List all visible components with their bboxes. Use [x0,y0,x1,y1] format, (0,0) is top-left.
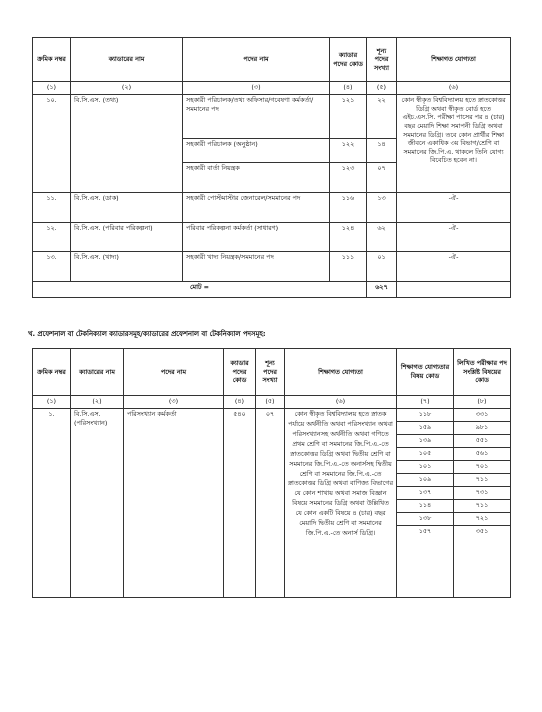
code-cell: ১২২ [330,139,367,163]
subject-code-cell: ১১৪ [397,500,454,513]
post-cell: সহকারী পরিচালক (অনুষ্ঠান) [183,139,330,163]
cadre-cell: বি.সি.এস. (খাদ্য) [71,252,183,282]
header-serial: ক্রমিক নম্বর [33,349,71,396]
header-post-name: পদের নাম [124,349,224,396]
vacancy-cell: ২২ [367,95,397,139]
cadre-cell: বি.সি.এস. (পরিসংখ্যান) [71,409,124,598]
subject-code-cell: ১৫৭ [397,526,454,598]
vacancy-cell: ০৭ [256,409,285,598]
exam-code-cell: ৭১১ [454,474,511,487]
serial-cell: ১. [33,409,71,598]
cadre-cell: বি.সি.এস. (ডাক) [71,193,183,223]
exam-code-cell: ৫৬১ [454,448,511,461]
exam-code-cell: ৭০১ [454,461,511,474]
header-subject-code: শিক্ষাগত যোগ্যতার বিষয় কোড [397,349,454,396]
exam-code-cell: ৩৩১ [454,409,511,422]
header-cadre-name: ক্যাডারের নাম [71,349,124,396]
header-cadre-name: ক্যাডারের নাম [71,38,183,82]
vacancy-cell: ১৩ [367,193,397,223]
post-cell: পরিবার পরিকল্পনা কর্মকর্তা (সাধারণ) [183,223,330,252]
total-value: ৬২৭ [367,282,397,298]
post-cell: সহকারী বার্তা নিয়ন্ত্রক [183,163,330,193]
index-cell: (৬) [285,396,397,409]
index-cell: (১) [33,82,71,95]
exam-code-cell: ৭১১ [454,500,511,513]
post-cell: সহকারী খাদ্য নিয়ন্ত্রক/সমমানের পদ [183,252,330,282]
qualification-cell: কোন স্বীকৃত বিশ্ববিদ্যালয় হতে স্নাতকোত্তর ডিগ্রি অথবা স্বীকৃত বোর্ড হতে এইচ.এস.সি. পরীক্ষা পাসের পর ৪ (চার) বছর মেয়াদি শিক্ষা সমাপনী ডিগ্রি অথবা সমমানের ডিগ্রি। তবে কোন প্রার্থীর শিক্ষা জীবনে একাধিক ৩য় বিভাগ/শ্রেণি বা সমমানের জি.পি.এ. থাকলে তিনি যোগ্য বিবেচিত হবেন না। [397,95,511,193]
index-cell: (৪) [224,396,256,409]
exam-code-cell: ৭২১ [454,513,511,526]
table-row [33,409,511,422]
header-vacancy: শূন্য পদের সংখ্যা [367,38,397,82]
vacancy-cell: ০১ [367,252,397,282]
code-cell: ৫৪০ [224,409,256,598]
serial-cell: ১২. [33,223,71,252]
subject-code-cell: ১০৫ [397,448,454,461]
table-row [33,252,511,282]
index-cell: (৭) [397,396,454,409]
index-cell: (৩) [183,82,330,95]
subject-code-cell: ১৫৯ [397,422,454,435]
cadre-table-professional [32,348,511,598]
vacancy-cell: ১৪ [367,139,397,163]
serial-cell: ১০. [33,95,71,193]
table-row [33,223,511,252]
subject-code-cell: ১৩৯ [397,435,454,448]
index-cell: (১) [33,396,71,409]
vacancy-cell: ৬২ [367,223,397,252]
header-post-name: পদের নাম [183,38,330,82]
header-qualification: শিক্ষাগত যোগ্যতা [285,349,397,396]
qualification-ditto: -ঐ- [397,193,511,223]
subject-code-cell: ১০৯ [397,474,454,487]
header-qualification: শিক্ষাগত যোগ্যতা [397,38,511,82]
cadre-cell: বি.সি.এস. (তথ্য) [71,95,183,193]
index-cell: (২) [71,82,183,95]
cadre-table-general [32,37,511,298]
code-cell: ১১৬ [330,193,367,223]
subject-code-cell: ১০১ [397,461,454,474]
vacancy-cell: ০৭ [367,163,397,193]
exam-code-cell: ৫৫১ [454,435,511,448]
code-cell: ১২৩ [330,163,367,193]
qualification-ditto: -ঐ- [397,223,511,252]
post-cell: পরিসংখ্যান কর্মকর্তা [124,409,224,598]
header-vacancy: শূন্য পদের সংখ্যা [256,349,285,396]
section-heading: খ. প্রফেশনাল বা টেকনিক্যাল ক্যাডারসমূহ/ক্যাডারের প্রফেশনাল বা টেকনিক্যাল পদসমূহ: [28,330,266,338]
header-post-code: ক্যাডার পদের কোড [224,349,256,396]
post-cell: সহকারী পরিচালক/তথ্য অফিসার/গবেষণা কর্মকর্তা/সমমানের পদ [183,95,330,139]
index-cell: (৪) [330,82,367,95]
total-empty-cell [397,282,511,298]
index-cell: (৬) [397,82,511,95]
qualification-ditto: -ঐ- [397,252,511,282]
total-label: মোট = [33,282,367,298]
exam-code-cell: ৯৮১ [454,422,511,435]
cadre-cell: বি.সি.এস. (পরিবার পরিকল্পনা) [71,223,183,252]
subject-code-cell: ১১৮ [397,409,454,422]
exam-code-cell: ৩৫১ [454,526,511,598]
serial-cell: ১১. [33,193,71,223]
header-serial: ক্রমিক নম্বর [33,38,71,82]
index-cell: (২) [71,396,124,409]
index-cell: (৫) [256,396,285,409]
serial-cell: ১৩. [33,252,71,282]
header-exam-code: লিখিত পরীক্ষার পদ সংশ্লিষ্ট বিষয়ের কোড [454,349,511,396]
index-cell: (৫) [367,82,397,95]
table-row [33,95,511,139]
subject-code-cell: ১৩৮ [397,513,454,526]
subject-code-cell: ১৩৭ [397,487,454,500]
index-cell: (৮) [454,396,511,409]
code-cell: ১১১ [330,252,367,282]
table-row [33,193,511,223]
code-cell: ১২৪ [330,223,367,252]
total-row [33,282,511,298]
header-post-code: ক্যাডার পদের কোড [330,38,367,82]
code-cell: ১২১ [330,95,367,139]
qualification-cell: কোন স্বীকৃত বিশ্ববিদ্যালয় হতে স্নাতক পর্যায়ে অর্থনীতি অথবা পরিসংখ্যান অথবা পরিসংখ্যানসহ অর্থনীতি অথবা গণিতে প্রথম শ্রেণি বা সমমানের জি.পি.এ.-তে স্নাতকোত্তর ডিগ্রি অথবা দ্বিতীয় শ্রেণি বা সমমানের জি.পি.এ.-তে অনার্সসহ দ্বিতীয় শ্রেণি বা সমমানের জি.পি.এ.-তে স্নাতকোত্তর ডিগ্রি অথবা বাণিজ্য বিভাগের যে কোন শাখায় অথবা সমাজ বিজ্ঞান বিষয়ে সমমানের ডিগ্রি অথবা উল্লিখিত যে কোন একটি বিষয়ে ৪ (চার) বছর মেয়াদি দ্বিতীয় শ্রেণি বা সমমানের জি.পি.এ.-তে অনার্স ডিগ্রি। [285,409,397,598]
exam-code-cell: ৭৩১ [454,487,511,500]
post-cell: সহকারী পোস্টমাস্টার জেনারেল/সমমানের পদ [183,193,330,223]
index-cell: (৩) [124,396,224,409]
